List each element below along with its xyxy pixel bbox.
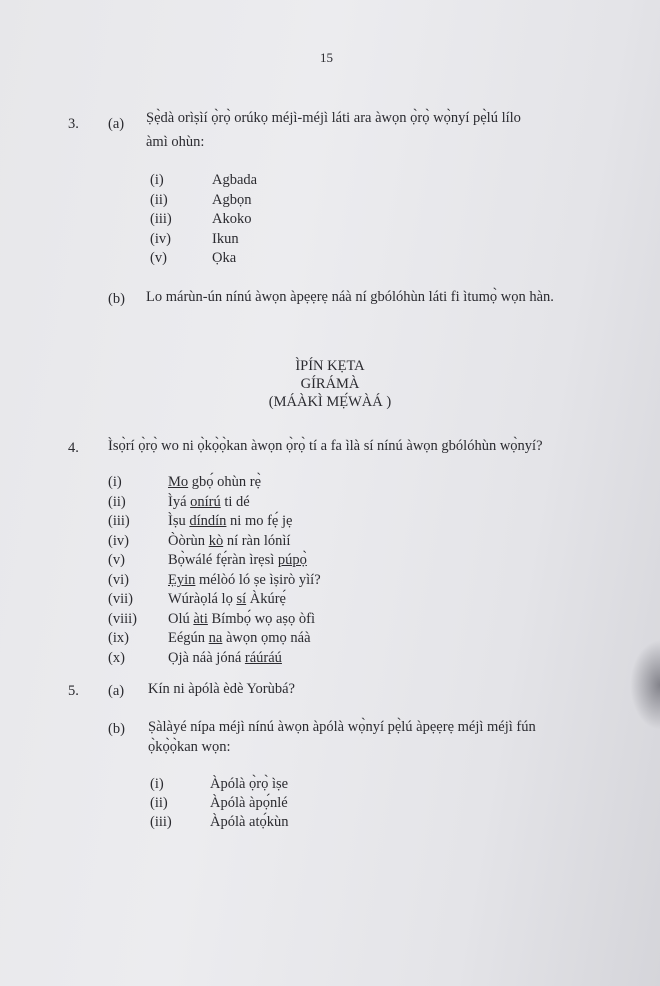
list-item-value: Agbada [212, 172, 258, 188]
list-item-sentence [168, 571, 321, 589]
sentence-prefix: Ọjà náà jóná [168, 650, 245, 666]
list-item-sentence [168, 473, 261, 491]
list-item-number: (i) [150, 776, 164, 792]
sentence-suffix: àwọn ọmọ náà [222, 630, 311, 646]
sentence-suffix: mélòó ló ṣe ìṣirò yìí? [195, 572, 321, 588]
list-item-value: Ọka [212, 250, 237, 266]
sentence-suffix: ni mo fẹ́ jẹ [226, 513, 293, 529]
page-number: 15 [320, 50, 333, 65]
list-item-number: (i) [108, 474, 122, 490]
list-item-sentence [168, 649, 282, 667]
underlined-word: àti [193, 611, 208, 627]
list-item-number: (ix) [108, 630, 129, 646]
sentence-prefix: Ìṣu [168, 513, 190, 529]
list-item-value: Akoko [212, 211, 252, 227]
question-3a-text-line2: àmì ohùn: [146, 134, 205, 150]
sentence-suffix: gbọ́ ohùn rẹ̀ [188, 474, 262, 490]
list-item-number: (v) [150, 250, 167, 266]
underlined-word: kò [208, 533, 224, 549]
list-item-number: (i) [150, 172, 164, 188]
list-item-number: (iii) [150, 211, 172, 227]
list-item-number: (v) [108, 552, 125, 568]
sentence-prefix: Ìyá [168, 494, 191, 510]
list-item-value: Àpólà ọ̀rọ̀ ìṣe [210, 776, 289, 792]
list-item-sentence [168, 629, 311, 647]
list-item-number: (ii) [150, 795, 168, 811]
list-item-value: Agbọn [212, 192, 252, 208]
underlined-word: púpọ̀ [277, 552, 307, 568]
list-item-number: (ii) [150, 192, 168, 208]
section-title: ÌPÍN KẸTA [295, 358, 365, 374]
question-5b-text-line1: Ṣàlàyé nípa méjì nínú àwọn àpólà wọ̀nyí pẹ̀lú àpẹẹrẹ méjì méjì fún [148, 719, 536, 735]
question-4-number: 4. [68, 440, 79, 456]
thumb-shadow [630, 640, 660, 730]
list-item-value: Ikun [212, 231, 239, 247]
list-item-value: Àpólà àpọ́nlé [210, 795, 288, 811]
sentence-suffix: ti dé [220, 494, 250, 510]
list-item-sentence [168, 512, 292, 530]
list-item-sentence [168, 493, 250, 511]
underlined-word: Ẹyin [168, 572, 196, 588]
sentence-suffix: Bímbọ́ wọ aṣọ òfì [207, 611, 316, 627]
list-item-number: (ii) [108, 494, 126, 510]
question-3a-text-line1: Ṣẹ̀dà orìṣìí ọ̀rọ̀ orúkọ méjì-méjì láti ara àwọn ọ̀rọ̀ wọ̀nyí pẹ̀lú lílo [146, 110, 521, 126]
underlined-word: onírú [190, 494, 221, 510]
list-item-number: (vi) [108, 572, 129, 588]
question-3b-letter: (b) [108, 291, 125, 307]
question-5b-letter: (b) [108, 721, 125, 737]
section-subtitle: GÍRÁMÀ [300, 376, 360, 392]
underlined-word: ráúráú [244, 650, 282, 666]
sentence-prefix: Òòrùn [168, 533, 209, 549]
question-5-number: 5. [68, 683, 79, 699]
list-item-number: (iv) [150, 231, 171, 247]
list-item-number: (iv) [108, 533, 129, 549]
list-item-number: (viii) [108, 611, 137, 627]
question-5b-text-line2: ọ̀kọ̀ọ̀kan wọn: [148, 739, 231, 755]
list-item-number: (vii) [108, 591, 133, 607]
underlined-word: na [208, 630, 223, 646]
list-item-number: (iii) [150, 814, 172, 830]
sentence-prefix: Olú [168, 611, 194, 627]
question-3-number: 3. [68, 116, 79, 132]
sentence-suffix: Àkúrẹ́ [246, 591, 286, 607]
question-5a-letter: (a) [108, 683, 125, 699]
question-3a-letter: (a) [108, 116, 125, 132]
section-marks: (MÁÀKÌ MẸ́WÀÁ ) [268, 394, 392, 410]
list-item-value: Àpólà atọ́kùn [210, 814, 289, 830]
question-4-text: Ìsọ̀rí ọ̀rọ̀ wo ni ọ̀kọ̀ọ̀kan àwọn ọ̀rọ̀ tí a fa ìlà sí nínú àwọn gbólóhùn wọ̀nyí? [108, 438, 543, 454]
list-item-sentence [168, 610, 315, 628]
question-3b-text: Lo márùn-ún nínú àwọn àpẹẹrẹ náà ní gbólóhùn láti fi ìtumọ̀ wọn hàn. [146, 289, 554, 305]
sentence-suffix: ní ràn lónìí [223, 533, 291, 549]
list-item-number: (x) [108, 650, 125, 666]
underlined-word: Mo [168, 474, 189, 490]
list-item-sentence [168, 551, 307, 569]
list-item-sentence [168, 532, 290, 550]
sentence-prefix: Wúràọlá lọ [168, 591, 237, 607]
sentence-prefix: Eégún [168, 630, 209, 646]
list-item-number: (iii) [108, 513, 130, 529]
list-item-sentence [168, 590, 286, 608]
underlined-word: díndín [189, 513, 227, 529]
question-5a-text: Kín ni àpólà èdè Yorùbá? [148, 681, 295, 697]
underlined-word: sí [236, 591, 247, 607]
sentence-prefix: Bọ̀wálé fẹ́ràn ìrẹsì [168, 552, 278, 568]
